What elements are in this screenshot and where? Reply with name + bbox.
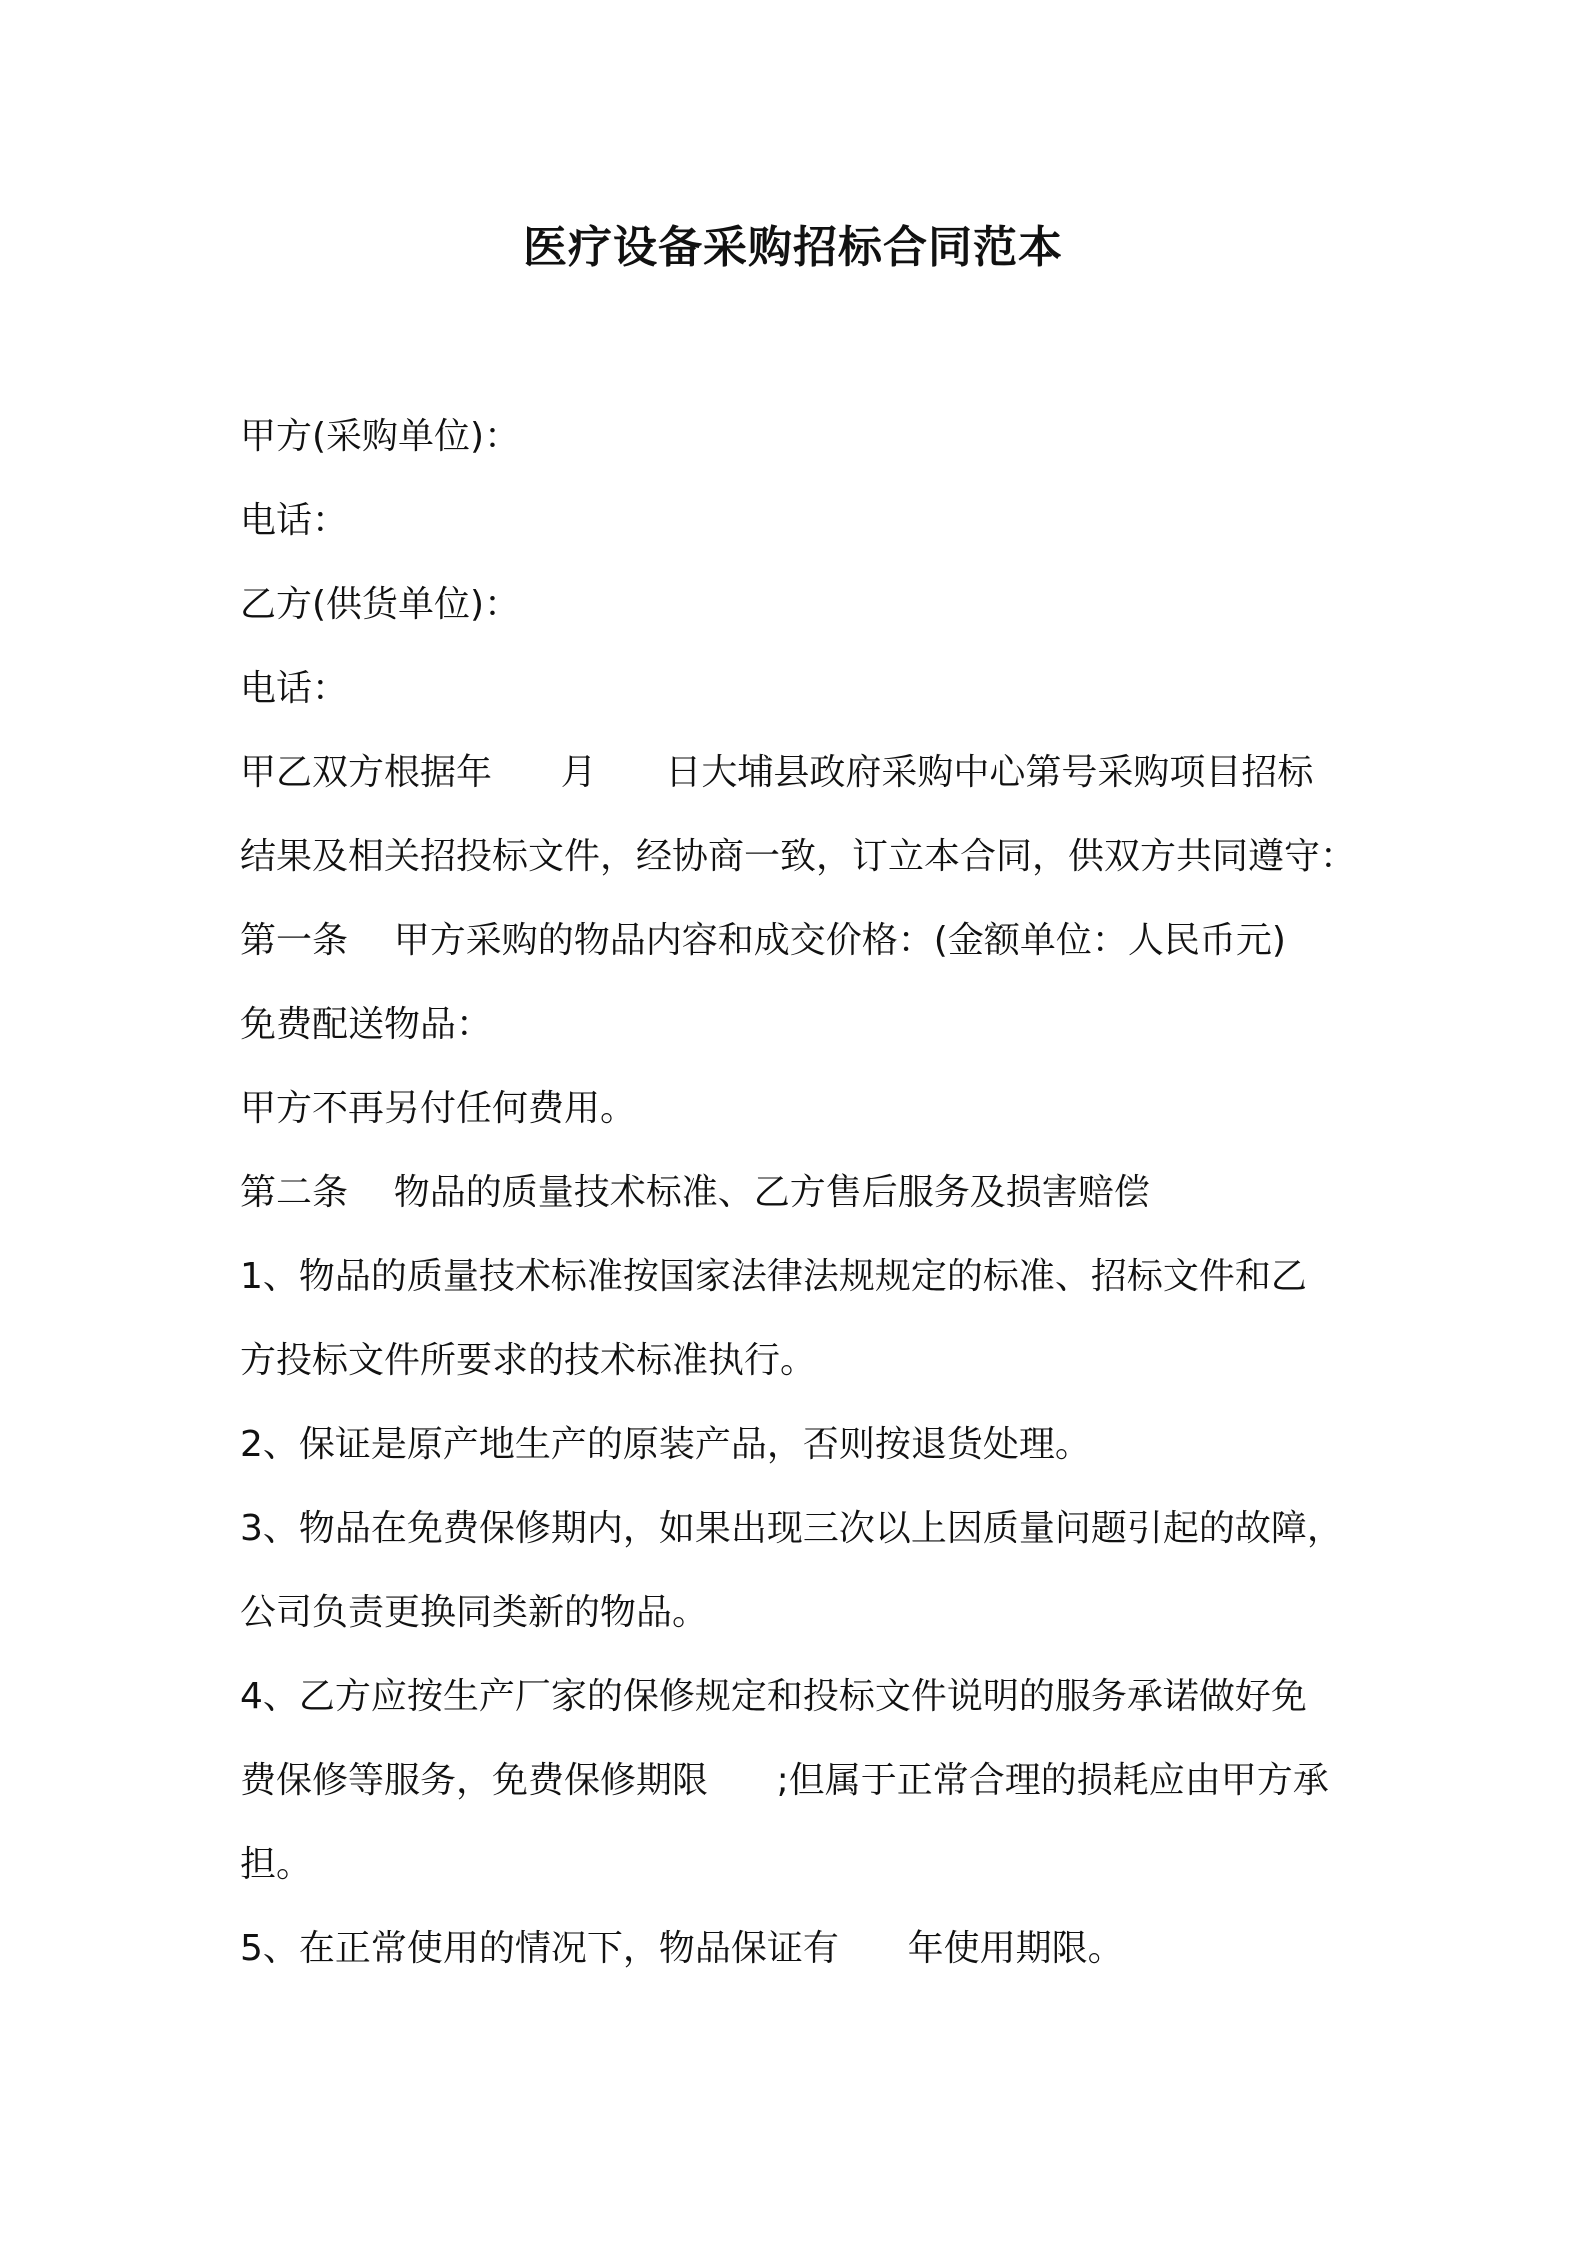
party-a-phone: 电话：: [240, 500, 349, 541]
clause-1-line-2: 方投标文件所要求的技术标准执行。: [240, 1340, 817, 1381]
clause-3-line-1: 3、物品在免费保修期内，如果出现三次以上因质量问题引起的故障，: [240, 1508, 1343, 1549]
free-delivery-line: 免费配送物品：: [240, 1004, 493, 1045]
no-extra-fee-line: 甲方不再另付任何费用。: [240, 1088, 637, 1129]
clause-5-line: 5、在正常使用的情况下，物品保证有 年使用期限。: [240, 1928, 1124, 1969]
clause-4-line-2: 费保修等服务，免费保修期限 ;但属于正常合理的损耗应由甲方承: [240, 1760, 1329, 1801]
party-a-label: 甲方(采购单位)：: [240, 416, 521, 457]
party-b-label: 乙方(供货单位)：: [240, 584, 521, 625]
party-b-phone: 电话：: [240, 668, 349, 709]
clause-4-line-3: 担。: [240, 1844, 313, 1885]
clause-3-line-2: 公司负责更换同类新的物品。: [240, 1592, 709, 1633]
clause-2-line: 2、保证是原产地生产的原装产品，否则按退货处理。: [240, 1424, 1091, 1465]
article-1-heading: 第一条 甲方采购的物品内容和成交价格：(金额单位：人民币元): [240, 920, 1286, 961]
preamble-line-1: 甲乙双方根据年 月 日大埔县政府采购中心第号采购项目招标: [240, 752, 1314, 793]
preamble-line-2: 结果及相关招投标文件，经协商一致，订立本合同，供双方共同遵守：: [240, 836, 1357, 877]
clause-4-line-1: 4、乙方应按生产厂家的保修规定和投标文件说明的服务承诺做好免: [240, 1676, 1307, 1717]
document-title: 医疗设备采购招标合同范本: [523, 222, 1063, 273]
article-2-heading: 第二条 物品的质量技术标准、乙方售后服务及损害赔偿: [240, 1172, 1150, 1213]
clause-1-line-1: 1、物品的质量技术标准按国家法律法规规定的标准、招标文件和乙: [240, 1256, 1307, 1297]
